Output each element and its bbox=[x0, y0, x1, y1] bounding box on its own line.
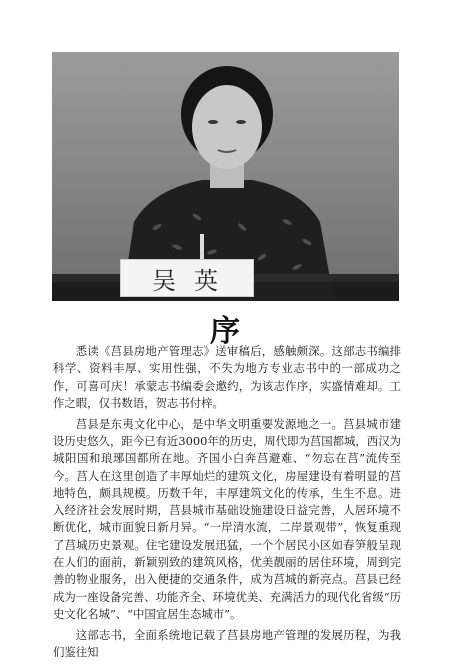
nameplate: 吴英 bbox=[120, 259, 254, 297]
paragraph: 莒县是东夷文化中心，是中华文明重要发源地之一。莒县城市建设历史悠久，距今已有近3000年的历史，周代即为莒国都城，西汉为城阳国和琅琊国都所在地。齐国小白奔莒避难、“勿忘在莒”流传至今。莒人在这里创造了丰厚灿烂的建筑文化，房屋建设有着明显的莒地特色，颇具规模。历数千年，丰厚建筑文化的传承，生生不息。进入经济社会发展时期，莒县城市基础设施建设日益完善，人居环境不断优化，城市面貌日新月异。“一岸清水流，二岸景观带”，恢复重现了莒城历史景观。住宅建设发展迅猛，一个个居民小区如春笋般呈现在人们的面前，新颖别致的建筑风格，优美靓丽的居住环境，周到完善的物业服务，出入便捷的交通条件，成为莒城的新亮点。莒县已经成为一座设备完善、功能齐全、环境优美、充满活力的现代化省级“历史文化名城”、“中国宜居生态城市”。 bbox=[53, 416, 401, 621]
preface-body bbox=[53, 343, 401, 665]
page-heading: 序 bbox=[210, 314, 240, 349]
paragraph: 这部志书，全面系统地记载了莒县房地产管理的发展历程，为我们鉴往知 bbox=[53, 627, 401, 660]
paragraph: 悉读《莒县房地产管理志》送审稿后，感触颇深。这部志书编排科学、资料丰厚、实用性强，不失为地方专业志书中的一部成功之作，可喜可庆！承蒙志书编委会邀约，为该志作序，实盛情难却。工作之暇，仅书数语，贺志书付梓。 bbox=[53, 344, 401, 410]
